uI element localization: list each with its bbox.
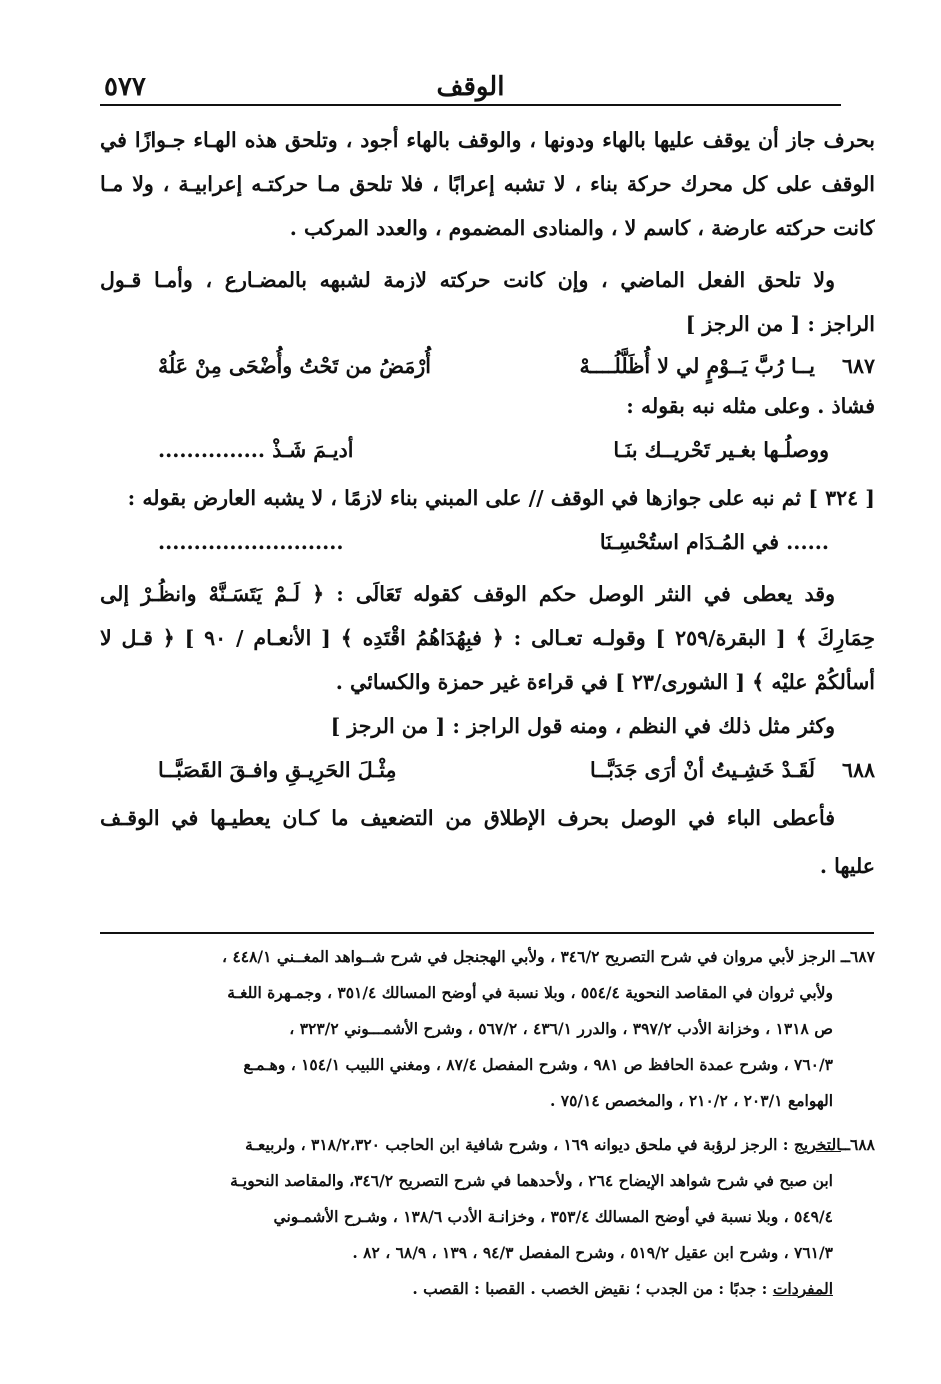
text-line: [ ٣٢٤ ] ثم نبه على جوازها في الوقف // على المبني بناء لازمًا ، لا يشبه العارض بقوله :: [127, 486, 875, 510]
verse-687: [100, 344, 875, 388]
vocab-line: [100, 1274, 875, 1304]
page-header: [100, 70, 841, 106]
footnote-line: : الرجز لرؤبة في ملحق ديوانه ١٦٩ ، وشرح شافية ابن الحاجب ٣١٨/٢،٣٢٠ ، ولربيعـة: [245, 1135, 794, 1154]
text-line: عليها .: [819, 854, 875, 878]
inner-verse-1: [100, 428, 875, 472]
footnote-line: ٦٨٧ــ الرجز لأبي مروان في شرح التصريح ٣٤٦/٢ ، ولأبي الهجنجل في شرح شــواهد المغــني ٤٤٨/١ ،: [222, 947, 875, 966]
vocab-label: المفردات: [772, 1279, 833, 1298]
verse-number: ٦٨٧: [841, 354, 875, 378]
text-line: وكثر مثل ذلك في النظم ، ومنه قول الراجز : [ من الرجز ]: [330, 714, 835, 738]
footnote-688-first-line: [100, 1130, 875, 1160]
text-line: الراجز : [ من الرجز ]: [685, 312, 875, 336]
text-line: فأعطى الباء في الوصل بحرف الإطلاق من التضعيف ما كـان يعطيـها في الوقـف: [100, 806, 835, 830]
footnote-line: ٧٦١/٣ ، وشرح ابن عقيل ٥١٩/٢ ، وشرح المفصل ٩٤/٣ ، ١٣٩ ، ٦٨/٩ ، ٨٢ .: [352, 1243, 833, 1262]
vocab-text: : جدبًا : من الجدب ؛ نقيض الخصب . القصبا : القصب .: [412, 1279, 773, 1298]
footnote-separator: [100, 932, 874, 934]
text-line: كانت حركته عارضة ، كاسم لا ، والمنادى المضموم ، والعدد المركب .: [289, 216, 875, 240]
verse-688: [100, 748, 875, 792]
text-line: أسألكُمْ عليْه ﴾ [ الشورى/٢٣ ] في قراءة غير حمزة والكسائي .: [335, 670, 875, 694]
text-line: فشاذ . وعلى مثله نبه بقوله :: [626, 394, 875, 418]
text-line: وقد يعطى في النثر الوصل حكم الوقف كقوله تَعَالَى : ﴿ لَـمْ يَتَسَـنَّهْ وانظُـرْ إلى: [100, 582, 835, 606]
page-number: ٥٧٧: [104, 72, 146, 102]
footnote-line: ولأبي ثروان في المقاصد النحوية ٥٥٤/٤ ، وبلا نسبة في أوضح المسالك ٣٥١/٤ ، وجمـهرة اللغـة: [227, 983, 833, 1002]
footnote-line: ٥٤٩/٤ ، وبلا نسبة في أوضح المسالك ٣٥٣/٤ ، وخزانـة الأدب ١٣٨/٦ ، وشـرح الأشمـوني: [273, 1207, 833, 1226]
verse-number: ٦٨٨: [841, 758, 875, 782]
verse-second-hemistich: مِثْـلَ الحَرِيـقِ وافـقَ القَصَبَّــا: [158, 758, 397, 782]
footnote-line: الهوامع ٢٠٣/١ ، ٢١٠/٢ ، والمخصص ٧٥/١٤ .: [549, 1091, 833, 1110]
text-line: ولا تلحق الفعل الماضي ، وإن كانت حركته لازمة لشبهه بالمضـارع ، وأمـا قـول: [100, 268, 835, 292]
footnote-line: ابن صبح في شرح شواهد الإيضاح ٢٦٤ ، ولأحدهما في شرح التصريح ٣٤٦/٢، والمقاصد النحويـة: [230, 1171, 833, 1190]
verse-first-hemistich: يــا رُبَّ يَــوْمٍ لي لا أُظَلَّلُــــهْ: [579, 354, 815, 378]
footnote-line: ص ١٣١٨ ، وخزانة الأدب ٣٩٧/٢ ، والدرر ٤٣٦/١ ، ٥٦٧/٢ ، وشرح الأشمـــوني ٣٢٣/٢ ،: [289, 1019, 833, 1038]
text-line: بحرف جاز أن يوقف عليها بالهاء ودونها ، والوقف بالهاء أجود ، وتلحق هذه الهـاء جـوازًا في: [100, 128, 875, 152]
verse-second-hemistich: ..........................: [158, 530, 344, 554]
verse-second-hemistich: أديـمَ شَـذْ ...............: [158, 438, 354, 462]
running-title: الوقف: [436, 72, 505, 102]
verse-first-hemistich: ووصلُـها بغـير تَحْريــك بنَـا: [613, 438, 829, 462]
verse-first-hemistich: ...... في المُـدَام استُحْسِـنَا: [599, 530, 829, 554]
text-line: الوقف على كل محرك حركة بناء ، لا تشبه إعرابًا ، فلا تلحق مـا حركتـه إعرابيـة ، ولا مـا: [100, 172, 875, 196]
footnote-label: التخريج: [793, 1135, 841, 1154]
verse-second-hemistich: أُرْمَضُ من تَحْتُ وأُضْحَى مِنْ عَلُهْ: [158, 354, 431, 378]
footnote-number: ٦٨٨ــ: [840, 1135, 875, 1154]
text-line: حِمَارِكَ ﴾ [ البقرة/٢٥٩ ] وقولـه تعـالى : ﴿ فبِهُدَاهُمُ اقْتَدِه ﴾ [ الأنعـام / ٩٠ ] ﴿ قـل لا: [100, 626, 875, 650]
footnote-line: ٧٦٠/٣ ، وشرح عمدة الحافظ ص ٩٨١ ، وشرح المفصل ٨٧/٤ ، ومغني اللبيب ١٥٤/١ ، وهـمـع: [243, 1055, 833, 1074]
inner-verse-2: [100, 520, 875, 564]
verse-first-hemistich: لَقَـدْ خَشِـيتُ أنْ أرَى جَدَبَّــا: [590, 758, 815, 782]
